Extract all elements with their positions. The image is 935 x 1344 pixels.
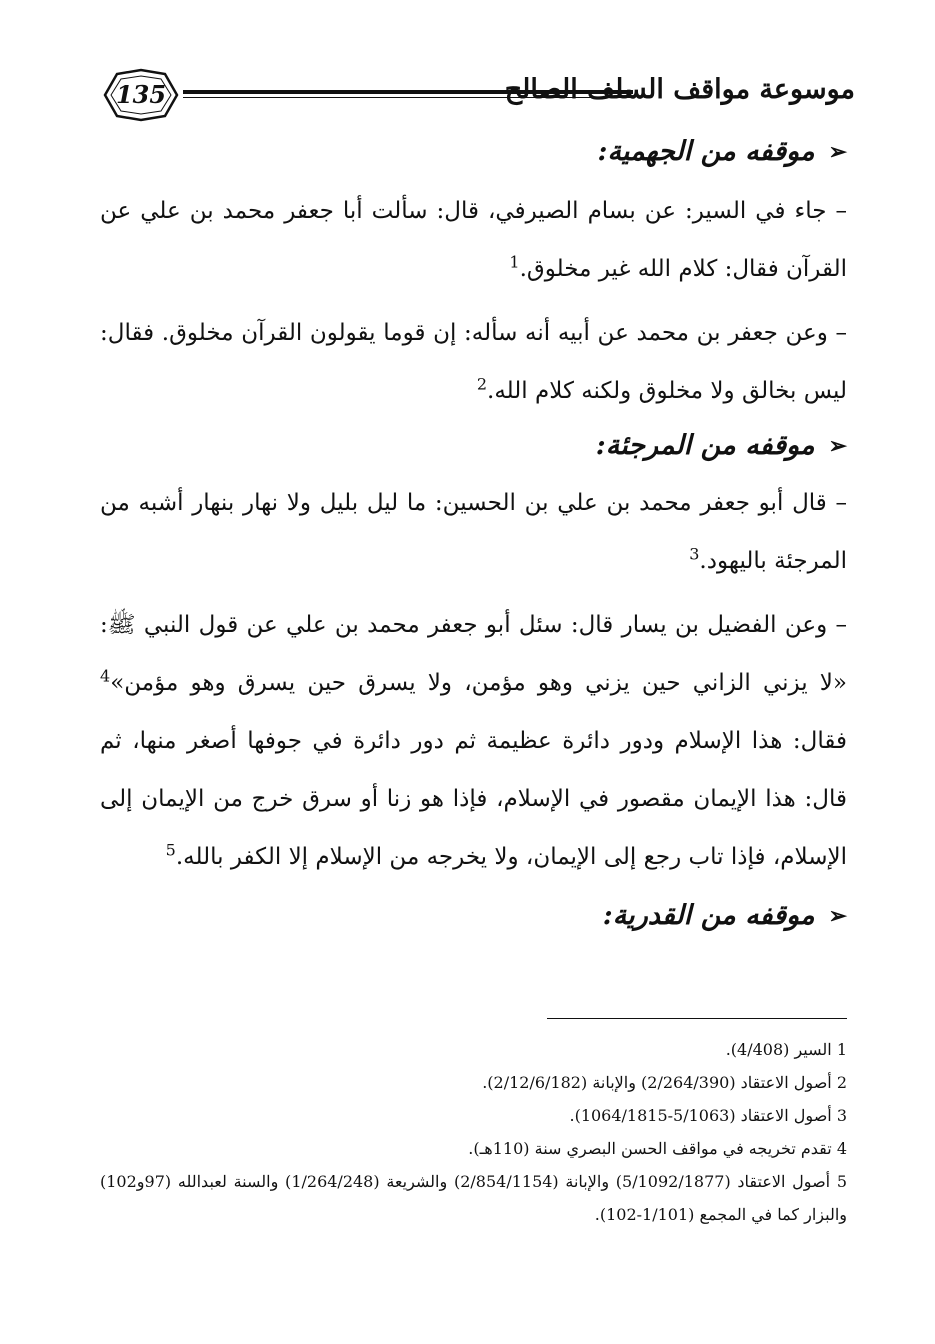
footnote-ref: 5 xyxy=(165,840,176,860)
section-heading-text: موقفه من المرجئة: xyxy=(595,430,815,461)
series-title: موسوعة مواقف السلف الصالح xyxy=(504,74,855,105)
paragraph xyxy=(100,596,847,886)
footnote xyxy=(100,1165,847,1231)
footnote-text: أصول الاعتقاد (5/1092/1877) والإبانة (2/854/1154) والشريعة (1/264/248) والسنة لعبدالله (97و102) والبزار كما في المجمع (1/101-102). xyxy=(100,1172,847,1224)
arrow-bullet-icon: ➢ xyxy=(828,433,847,459)
footnotes xyxy=(100,1033,847,1231)
footnote-ref: 4 xyxy=(100,666,111,686)
footnote-number: 1 xyxy=(836,1040,847,1059)
paragraph-text: – قال أبو جعفر محمد بن علي بن الحسين: ما ليل بليل ولا نهار بنهار أشبه من المرجئة باليهود. xyxy=(100,490,847,574)
footnote-number: 4 xyxy=(836,1139,847,1158)
paragraph-text-continued: فقال: هذا الإسلام ودور دائرة عظيمة ثم دور دائرة في جوفها أصغر منها، ثم قال: هذا الإيمان مقصور في الإسلام، فإذا هو زنا أو سرق خرج من الإيمان إلى الإسلام، فإذا تاب رجع إلى الإيمان، ولا يخرجه من الإسلام إلا الكفر بالله. xyxy=(100,728,847,870)
footnote-divider xyxy=(547,1018,847,1019)
section-heading xyxy=(100,894,847,938)
paragraph xyxy=(100,304,847,420)
footnote xyxy=(100,1066,847,1099)
footnote xyxy=(100,1099,847,1132)
page-number-badge xyxy=(95,66,187,124)
section-heading xyxy=(100,424,847,468)
footnote xyxy=(100,1033,847,1066)
paragraph-text: – وعن جعفر بن محمد عن أبيه أنه سأله: إن قوما يقولون القرآن مخلوق. فقال: ليس بخالق ولا مخلوق ولكنه كلام الله. xyxy=(100,320,847,404)
footnote-text: أصول الاعتقاد (5/1063-1064/1815). xyxy=(569,1106,832,1125)
page-body xyxy=(100,130,847,938)
footnote-ref: 3 xyxy=(689,544,700,564)
footnote-text: السير (4/408). xyxy=(725,1040,832,1059)
section-heading xyxy=(100,130,847,174)
paragraph-text: – وعن الفضيل بن يسار قال: سئل أبو جعفر محمد بن علي عن قول النبي ﷺ: «لا يزني الزاني حين يزني وهو مؤمن، ولا يسرق حين يسرق وهو مؤمن» xyxy=(100,612,847,696)
paragraph xyxy=(100,182,847,298)
arrow-bullet-icon: ➢ xyxy=(828,139,847,165)
footnote-number: 5 xyxy=(836,1172,848,1191)
footnote xyxy=(100,1132,847,1165)
paragraph-text: – جاء في السير: عن بسام الصيرفي، قال: سألت أبا جعفر محمد بن علي عن القرآن فقال: كلام الله غير مخلوق. xyxy=(100,198,847,282)
footnote-number: 2 xyxy=(836,1073,847,1092)
paragraph xyxy=(100,474,847,590)
footnote-number: 3 xyxy=(836,1106,847,1125)
footnote-ref: 1 xyxy=(509,252,520,272)
section-heading-text: موقفه من الجهمية: xyxy=(597,136,815,167)
footnote-text: تقدم تخريجه في مواقف الحسن البصري سنة (110هـ). xyxy=(468,1139,832,1158)
footnote-text: أصول الاعتقاد (2/264/390) والإبانة (2/12/6/182). xyxy=(482,1073,832,1092)
page-header xyxy=(95,62,855,132)
section-heading-text: موقفه من القدرية: xyxy=(602,900,815,931)
footnote-ref: 2 xyxy=(476,374,488,394)
arrow-bullet-icon: ➢ xyxy=(828,903,847,929)
page-number: 135 xyxy=(115,80,167,109)
